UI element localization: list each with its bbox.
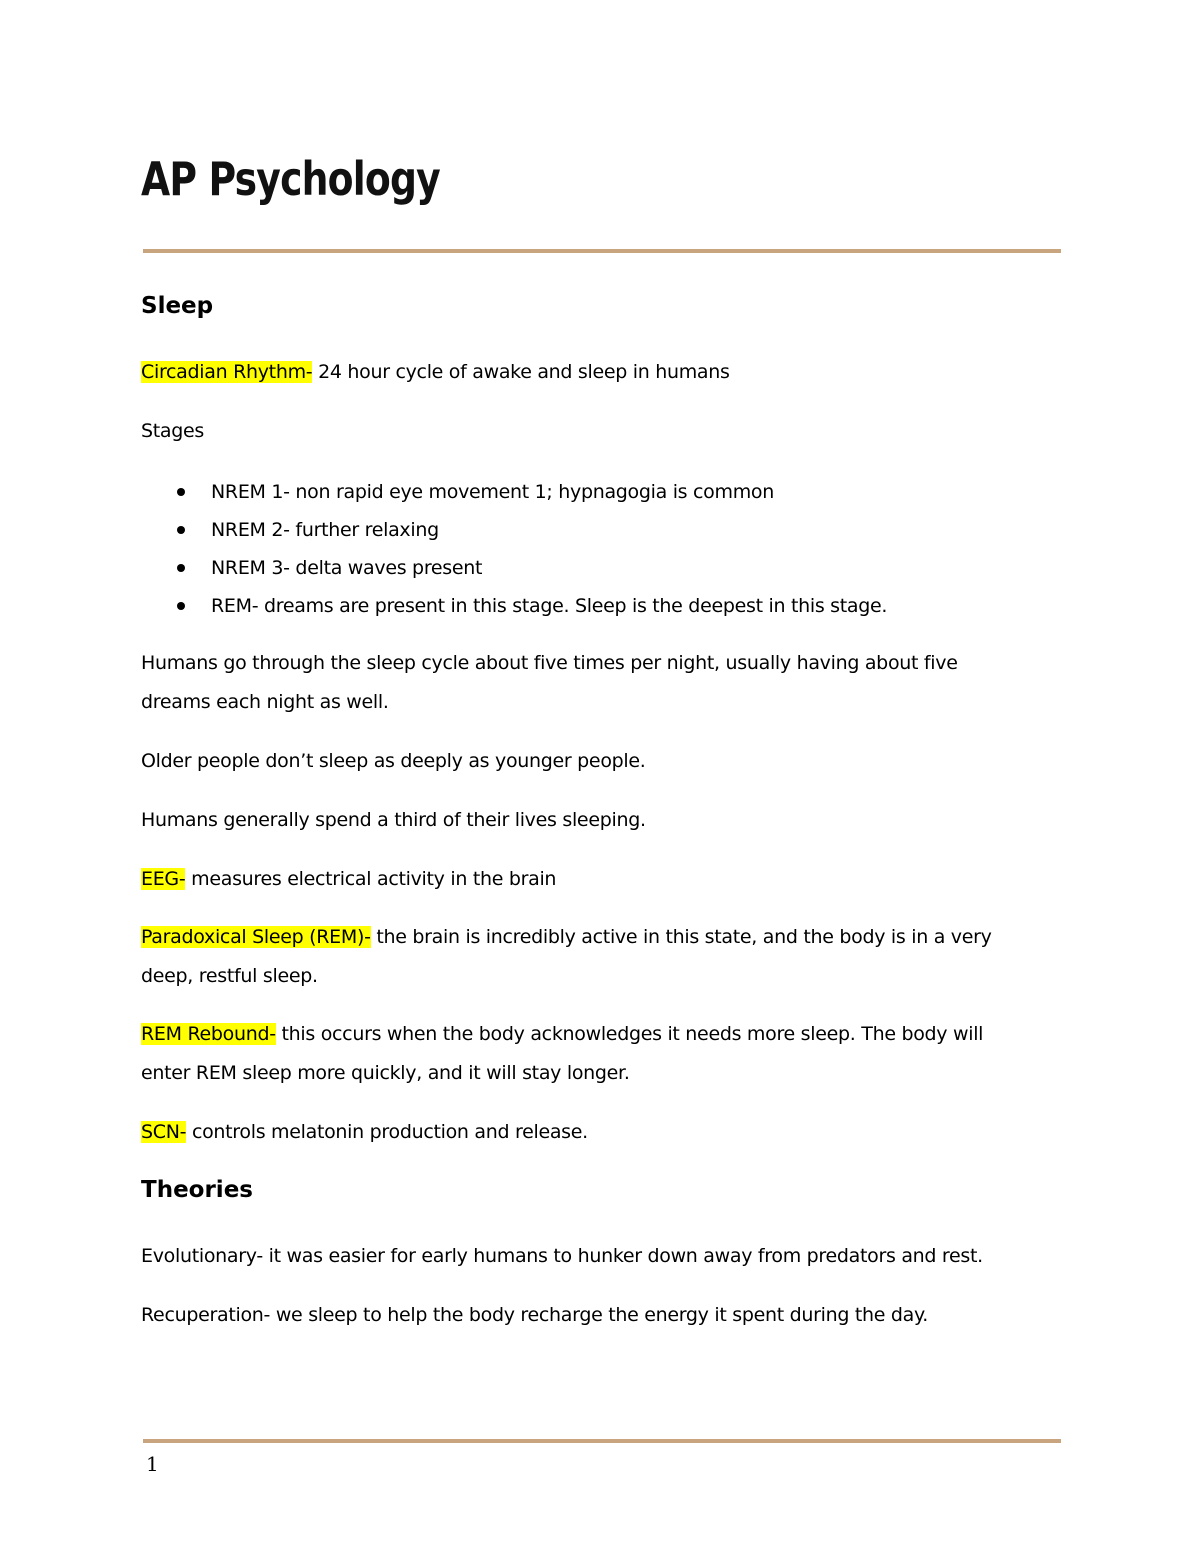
list-item-text: REM- dreams are present in this stage. Sleep is the deepest in this stage. <box>211 595 888 617</box>
document-title: AP Psychology <box>141 152 440 206</box>
definition-text: measures electrical activity in the brain <box>185 868 557 890</box>
term-circadian-rhythm: Circadian Rhythm- <box>141 361 313 383</box>
definition-rem-rebound <box>141 1015 983 1093</box>
paragraph-older-people: Older people don’t sleep as deeply as younger people. <box>141 750 646 772</box>
title-divider <box>143 249 1061 253</box>
paragraph-line: Humans go through the sleep cycle about five times per night, usually having about five <box>141 652 958 674</box>
definition-paradoxical-sleep <box>141 918 992 996</box>
definition-scn <box>141 1113 588 1152</box>
term-scn: SCN- <box>141 1121 187 1143</box>
definition-text: the brain is incredibly active in this state, and the body is in a very <box>370 926 992 948</box>
bullet-icon <box>177 602 185 610</box>
term-paradoxical-sleep: Paradoxical Sleep (REM)- <box>141 926 371 948</box>
list-item <box>141 473 887 511</box>
term-rem-rebound: REM Rebound- <box>141 1023 276 1045</box>
list-item <box>141 549 887 587</box>
definition-text: enter REM sleep more quickly, and it will stay longer. <box>141 1062 630 1084</box>
paragraph-line: dreams each night as well. <box>141 691 389 713</box>
list-item <box>141 511 887 549</box>
definition-text: this occurs when the body acknowledges it needs more sleep. The body will <box>275 1023 984 1045</box>
paragraph-recuperation: Recuperation- we sleep to help the body recharge the energy it spent during the day. <box>141 1304 928 1326</box>
bullet-icon <box>177 564 185 572</box>
stages-list <box>141 473 887 625</box>
section-heading-sleep: Sleep <box>141 293 214 319</box>
definition-text: controls melatonin production and release. <box>186 1121 588 1143</box>
stages-label: Stages <box>141 420 205 442</box>
paragraph-third-of-lives: Humans generally spend a third of their lives sleeping. <box>141 809 646 831</box>
list-item-text: NREM 1- non rapid eye movement 1; hypnagogia is common <box>211 481 774 503</box>
page-number: 1 <box>146 1452 159 1476</box>
bullet-icon <box>177 526 185 534</box>
section-heading-theories: Theories <box>141 1177 253 1203</box>
term-eeg: EEG- <box>141 868 186 890</box>
list-item-text: NREM 2- further relaxing <box>211 519 439 541</box>
paragraph-evolutionary: Evolutionary- it was easier for early humans to hunker down away from predators and rest. <box>141 1245 983 1267</box>
bullet-icon <box>177 488 185 496</box>
definition-eeg <box>141 860 556 899</box>
definition-text: deep, restful sleep. <box>141 965 318 987</box>
list-item <box>141 587 887 625</box>
footer-divider <box>143 1439 1061 1443</box>
paragraph-sleep-cycle <box>141 644 958 722</box>
definition-circadian-rhythm <box>141 353 730 392</box>
list-item-text: NREM 3- delta waves present <box>211 557 483 579</box>
definition-text: 24 hour cycle of awake and sleep in humans <box>312 361 730 383</box>
